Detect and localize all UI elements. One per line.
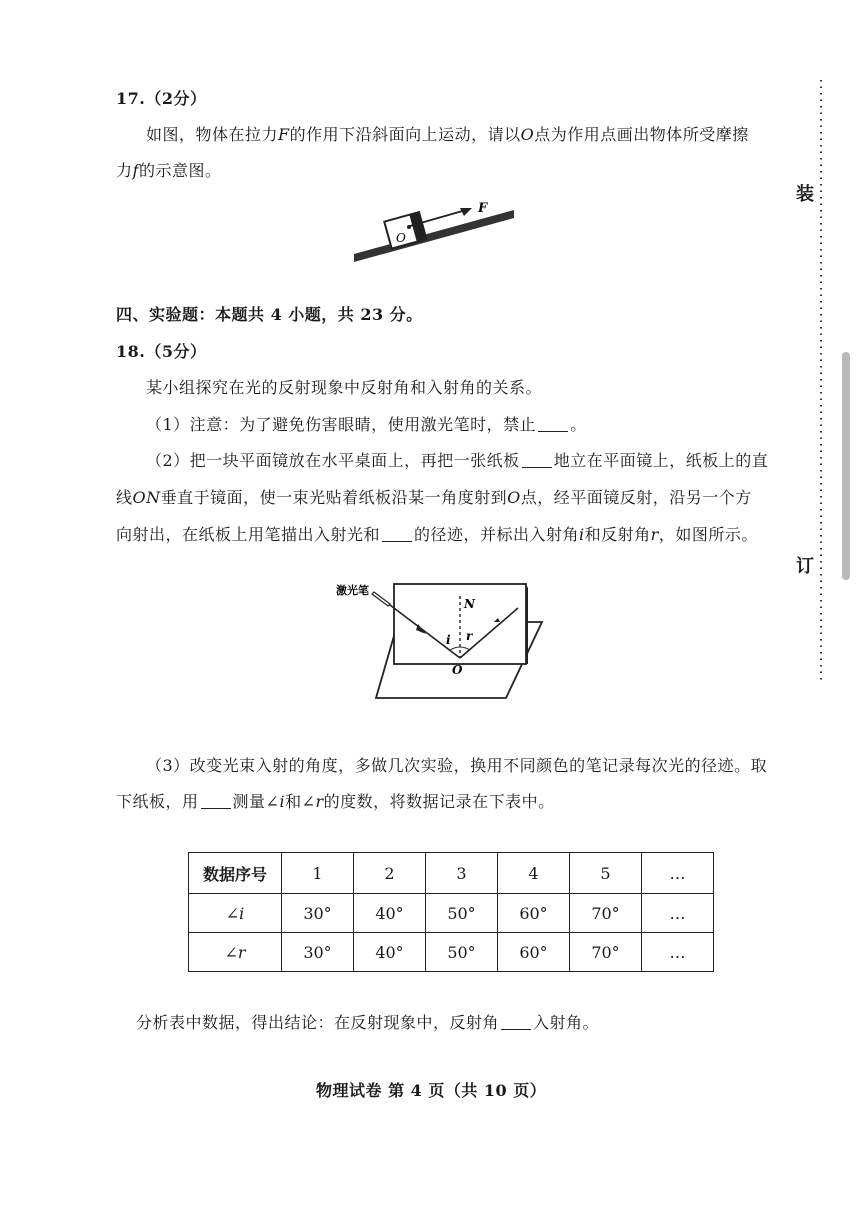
table-cell: … <box>642 894 714 933</box>
point-O <box>407 225 411 229</box>
var-ON: ON <box>132 488 161 507</box>
q17-text-2a: 力 <box>116 161 133 180</box>
label-O: O <box>452 663 463 677</box>
q18-p2c: 线 <box>116 488 133 507</box>
table-cell: 40° <box>354 894 426 933</box>
table-row-i <box>189 894 714 933</box>
blank-3 <box>382 525 412 542</box>
data-table <box>188 852 714 972</box>
label-N: N <box>464 597 475 611</box>
q18-p2a: （2）把一块平面镜放在水平桌面上，再把一张纸板 <box>146 451 520 470</box>
q18-conclusion-a: 分析表中数据，得出结论：在反射现象中，反射角 <box>136 1013 500 1032</box>
q17-var-O: O <box>520 125 535 144</box>
q18-p2g: 的径迹，并标出入射角 <box>414 525 580 544</box>
table-cell-label: ∠i <box>189 894 282 933</box>
q18-p3d: 和∠ <box>285 792 316 811</box>
table-cell: 数据序号 <box>189 853 282 894</box>
table-cell-label: ∠r <box>189 933 282 972</box>
table-cell: … <box>642 853 714 894</box>
q17-text-2b: 的示意图。 <box>138 161 222 180</box>
q17-text-1b: 的作用下沿斜面向上运动，请以 <box>289 125 521 144</box>
incline-figure <box>348 196 528 270</box>
blank-5 <box>501 1013 531 1030</box>
q17-text-line1 <box>146 124 749 146</box>
table-cell: 40° <box>354 933 426 972</box>
scrollbar-thumb[interactable] <box>842 352 850 580</box>
table-row-r <box>189 933 714 972</box>
binding-char-ding: 订 <box>796 556 814 577</box>
q18-p1b: 。 <box>570 415 587 434</box>
q18-p2b: 地立在平面镜上，纸板上的直 <box>553 451 769 470</box>
table-cell: 3 <box>426 853 498 894</box>
q18-p3c: 测量∠ <box>232 792 280 811</box>
q18-p3b: 下纸板，用 <box>116 792 199 811</box>
q18-p2h: 和反射角 <box>584 525 651 544</box>
binding-dotted-line <box>816 80 826 680</box>
table-cell: 60° <box>498 894 570 933</box>
q18-part2-line1 <box>146 450 768 472</box>
table-cell: 2 <box>354 853 426 894</box>
q18-conclusion <box>136 1012 599 1034</box>
q18-p2i: ，如图所示。 <box>658 525 758 544</box>
blank-4 <box>201 792 231 809</box>
table-cell: 5 <box>570 853 642 894</box>
page-footer: 物理试卷 第 4 页（共 10 页） <box>316 1081 547 1100</box>
table-cell: 30° <box>282 894 354 933</box>
table-cell: 1 <box>282 853 354 894</box>
var-r: r <box>650 525 659 544</box>
q18-p2d: 垂直于镜面，使一束光贴着纸板沿某一角度射到 <box>160 488 508 507</box>
var-r-2: r <box>315 792 324 811</box>
table-row-header <box>189 853 714 894</box>
label-O: O <box>396 231 406 245</box>
reflection-figure <box>334 578 548 706</box>
q18-conclusion-b: 入射角。 <box>533 1013 600 1032</box>
label-r: r <box>466 629 473 643</box>
q18-p2f: 向射出，在纸板上用笔描出入射光和 <box>116 525 381 544</box>
label-laser-pen: 激光笔 <box>336 584 369 597</box>
table-cell: 50° <box>426 894 498 933</box>
table-cell: 70° <box>570 933 642 972</box>
blank-1 <box>538 415 568 432</box>
q18-part2-line3 <box>116 524 758 546</box>
table-cell: 30° <box>282 933 354 972</box>
table-cell: 4 <box>498 853 570 894</box>
label-F: F <box>478 201 488 216</box>
q18-part1 <box>146 414 587 436</box>
table-cell: 70° <box>570 894 642 933</box>
var-i-2: i <box>279 792 286 811</box>
q18-p1a: （1）注意：为了避免伤害眼睛，使用激光笔时，禁止 <box>146 415 537 434</box>
q18-header: 18.（5分） <box>116 342 207 361</box>
q18-p2e: 点，经平面镜反射，沿另一个方 <box>520 488 752 507</box>
incline-plane <box>354 210 514 262</box>
q17-text-line2 <box>116 160 221 182</box>
q17-var-F: F <box>278 125 290 144</box>
table-cell: … <box>642 933 714 972</box>
section4-title: 四、实验题：本题共 4 小题，共 23 分。 <box>116 305 423 324</box>
laser-pen <box>372 592 390 606</box>
q18-p3e: 的度数，将数据记录在下表中。 <box>323 792 555 811</box>
table-cell: 50° <box>426 933 498 972</box>
table-cell: 60° <box>498 933 570 972</box>
q17-header: 17.（2分） <box>116 89 207 108</box>
q17-text-1c: 点为作用点画出物体所受摩擦 <box>534 125 749 144</box>
board-edge <box>526 584 528 664</box>
var-i: i <box>579 525 585 544</box>
q18-part2-line2 <box>116 487 752 509</box>
binding-char-zhuang: 装 <box>796 184 814 205</box>
label-i: i <box>446 633 451 647</box>
q17-var-f: f <box>132 161 139 180</box>
q18-part3-line1: （3）改变光束入射的角度，多做几次实验，换用不同颜色的笔记录每次光的径迹。取 <box>146 756 768 775</box>
q18-part3-line2 <box>116 791 555 813</box>
blank-2 <box>522 451 552 468</box>
var-O: O <box>507 488 521 507</box>
q17-text-1a: 如图，物体在拉力 <box>146 125 279 144</box>
q18-intro: 某小组探究在光的反射现象中反射角和入射角的关系。 <box>146 378 543 397</box>
